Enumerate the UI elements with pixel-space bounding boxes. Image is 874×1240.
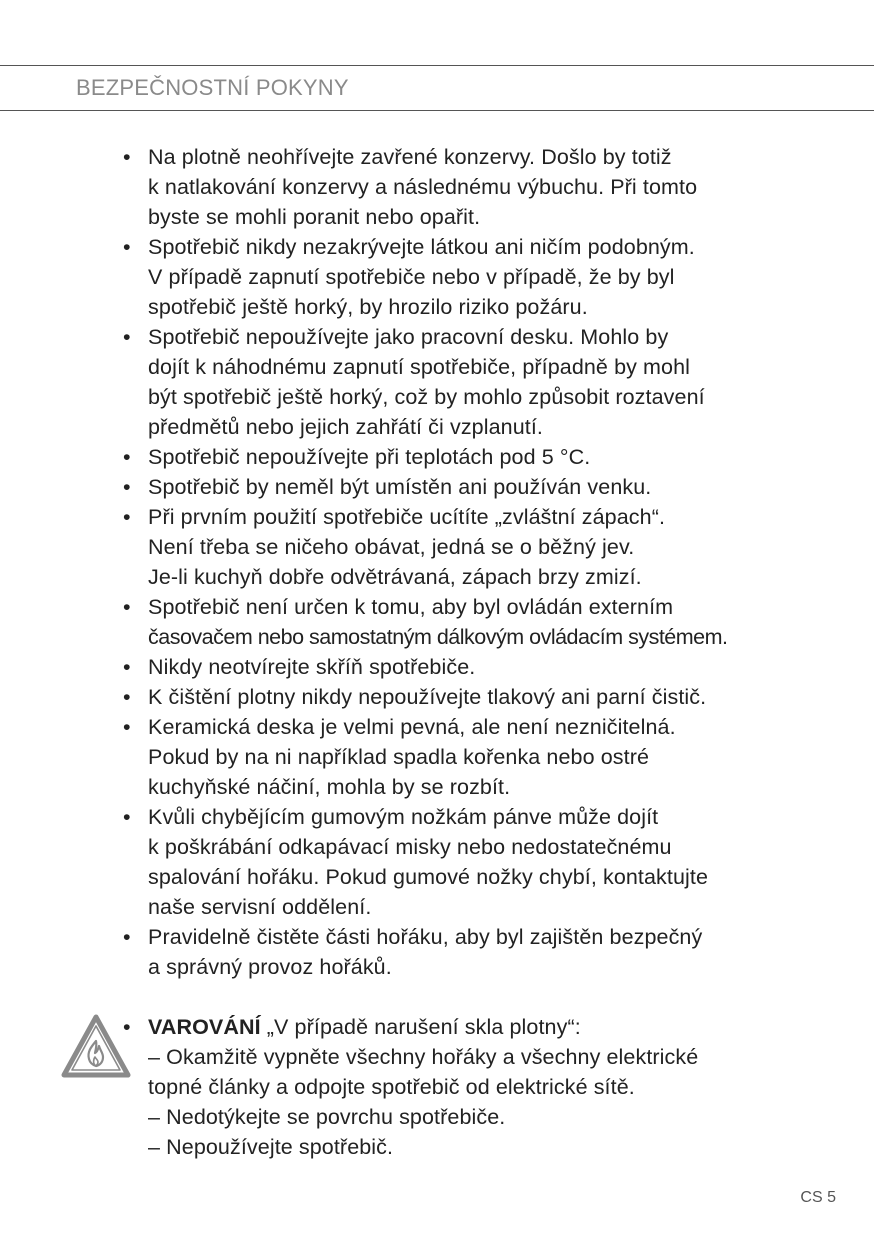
item-line: dojít k náhodnému zapnutí spotřebiče, případně by mohl — [148, 355, 691, 379]
item-line: časovačem nebo samostatným dálkovým ovládacím systémem. — [148, 625, 728, 649]
item-line: byste se mohli poranit nebo opařit. — [148, 205, 481, 229]
item-line: V případě zapnutí spotřebiče nebo v případě, že by byl — [148, 265, 675, 289]
list-item — [120, 142, 860, 232]
item-line: Pokud by na ni například spadla kořenka nebo ostré — [148, 745, 650, 769]
page-number: CS 5 — [800, 1189, 836, 1206]
item-line: být spotřebič ještě horký, což by mohlo způsobit roztavení — [148, 385, 705, 409]
list-item — [120, 502, 860, 592]
safety-instructions-list — [120, 142, 860, 1162]
fire-warning-icon — [60, 1013, 132, 1079]
item-line: • Nikdy neotvírejte skříň spotřebiče. — [148, 655, 476, 679]
item-line: • Na plotně neohřívejte zavřené konzervy. Došlo by totiž — [148, 145, 672, 169]
item-line: • Spotřebič není určen k tomu, aby byl ovládán externím — [148, 595, 674, 619]
list-item — [120, 712, 860, 802]
item-line: • Spotřebič by neměl být umístěn ani používán venku. — [148, 475, 652, 499]
item-line: • Při prvním použití spotřebiče ucítíte „zvláštní zápach“. — [148, 505, 666, 529]
list-item — [120, 322, 860, 442]
list-item — [120, 652, 860, 682]
item-line: spalování hořáku. Pokud gumové nožky chybí, kontaktujte — [148, 865, 709, 889]
header-rule-top — [0, 65, 874, 66]
item-line: kuchyňské náčiní, mohla by se rozbít. — [148, 775, 511, 799]
header-rule-bottom — [0, 110, 874, 111]
list-item — [120, 472, 860, 502]
item-line: • K čištění plotny nikdy nepoužívejte tlakový ani parní čistič. — [148, 685, 707, 709]
warning-label: VAROVÁNÍ — [148, 1015, 261, 1039]
item-line: naše servisní oddělení. — [148, 895, 372, 919]
warning-intro: „V případě narušení skla plotny“: — [260, 1015, 581, 1039]
warning-heading — [148, 1012, 860, 1042]
item-line: a správný provoz hořáků. — [148, 955, 392, 979]
item-line: k natlakování konzervy a následnému výbuchu. Při tomto — [148, 175, 698, 199]
item-line: • Pravidelně čistěte části hořáku, aby byl zajištěn bezpečný — [148, 925, 703, 949]
warning-line: – Okamžitě vypněte všechny hořáky a všechny elektrické — [148, 1045, 699, 1069]
item-line: Není třeba se ničeho obávat, jedná se o běžný jev. — [148, 535, 635, 559]
item-line: • Kvůli chybějícím gumovým nožkám pánve může dojít — [148, 805, 659, 829]
list-item — [120, 802, 860, 922]
item-line: Je-li kuchyň dobře odvětrávaná, zápach brzy zmizí. — [148, 565, 642, 589]
item-line: • Spotřebič nepoužívejte při teplotách pod 5 °C. — [148, 445, 591, 469]
warning-line: – Nepoužívejte spotřebič. — [148, 1135, 394, 1159]
item-line: spotřebič ještě horký, by hrozilo riziko požáru. — [148, 295, 588, 319]
section-title: BEZPEČNOSTNÍ POKYNY — [76, 75, 349, 100]
list-item — [120, 232, 860, 322]
item-line: • Spotřebič nikdy nezakrývejte látkou ani ničím podobným. — [148, 235, 695, 259]
item-line: • Spotřebič nepoužívejte jako pracovní desku. Mohlo by — [148, 325, 669, 349]
item-line: • Keramická deska je velmi pevná, ale není nezničitelná. — [148, 715, 676, 739]
item-line: k poškrábání odkapávací misky nebo nedostatečnému — [148, 835, 672, 859]
list-item — [120, 592, 860, 652]
warning-line: topné články a odpojte spotřebič od elektrické sítě. — [148, 1075, 635, 1099]
warning-line: – Nedotýkejte se povrchu spotřebiče. — [148, 1105, 506, 1129]
warning-item — [120, 1012, 860, 1162]
list-item — [120, 682, 860, 712]
list-item — [120, 922, 860, 982]
list-item — [120, 442, 860, 472]
item-line: předmětů nebo jejich zahřátí či vzplanutí. — [148, 415, 543, 439]
